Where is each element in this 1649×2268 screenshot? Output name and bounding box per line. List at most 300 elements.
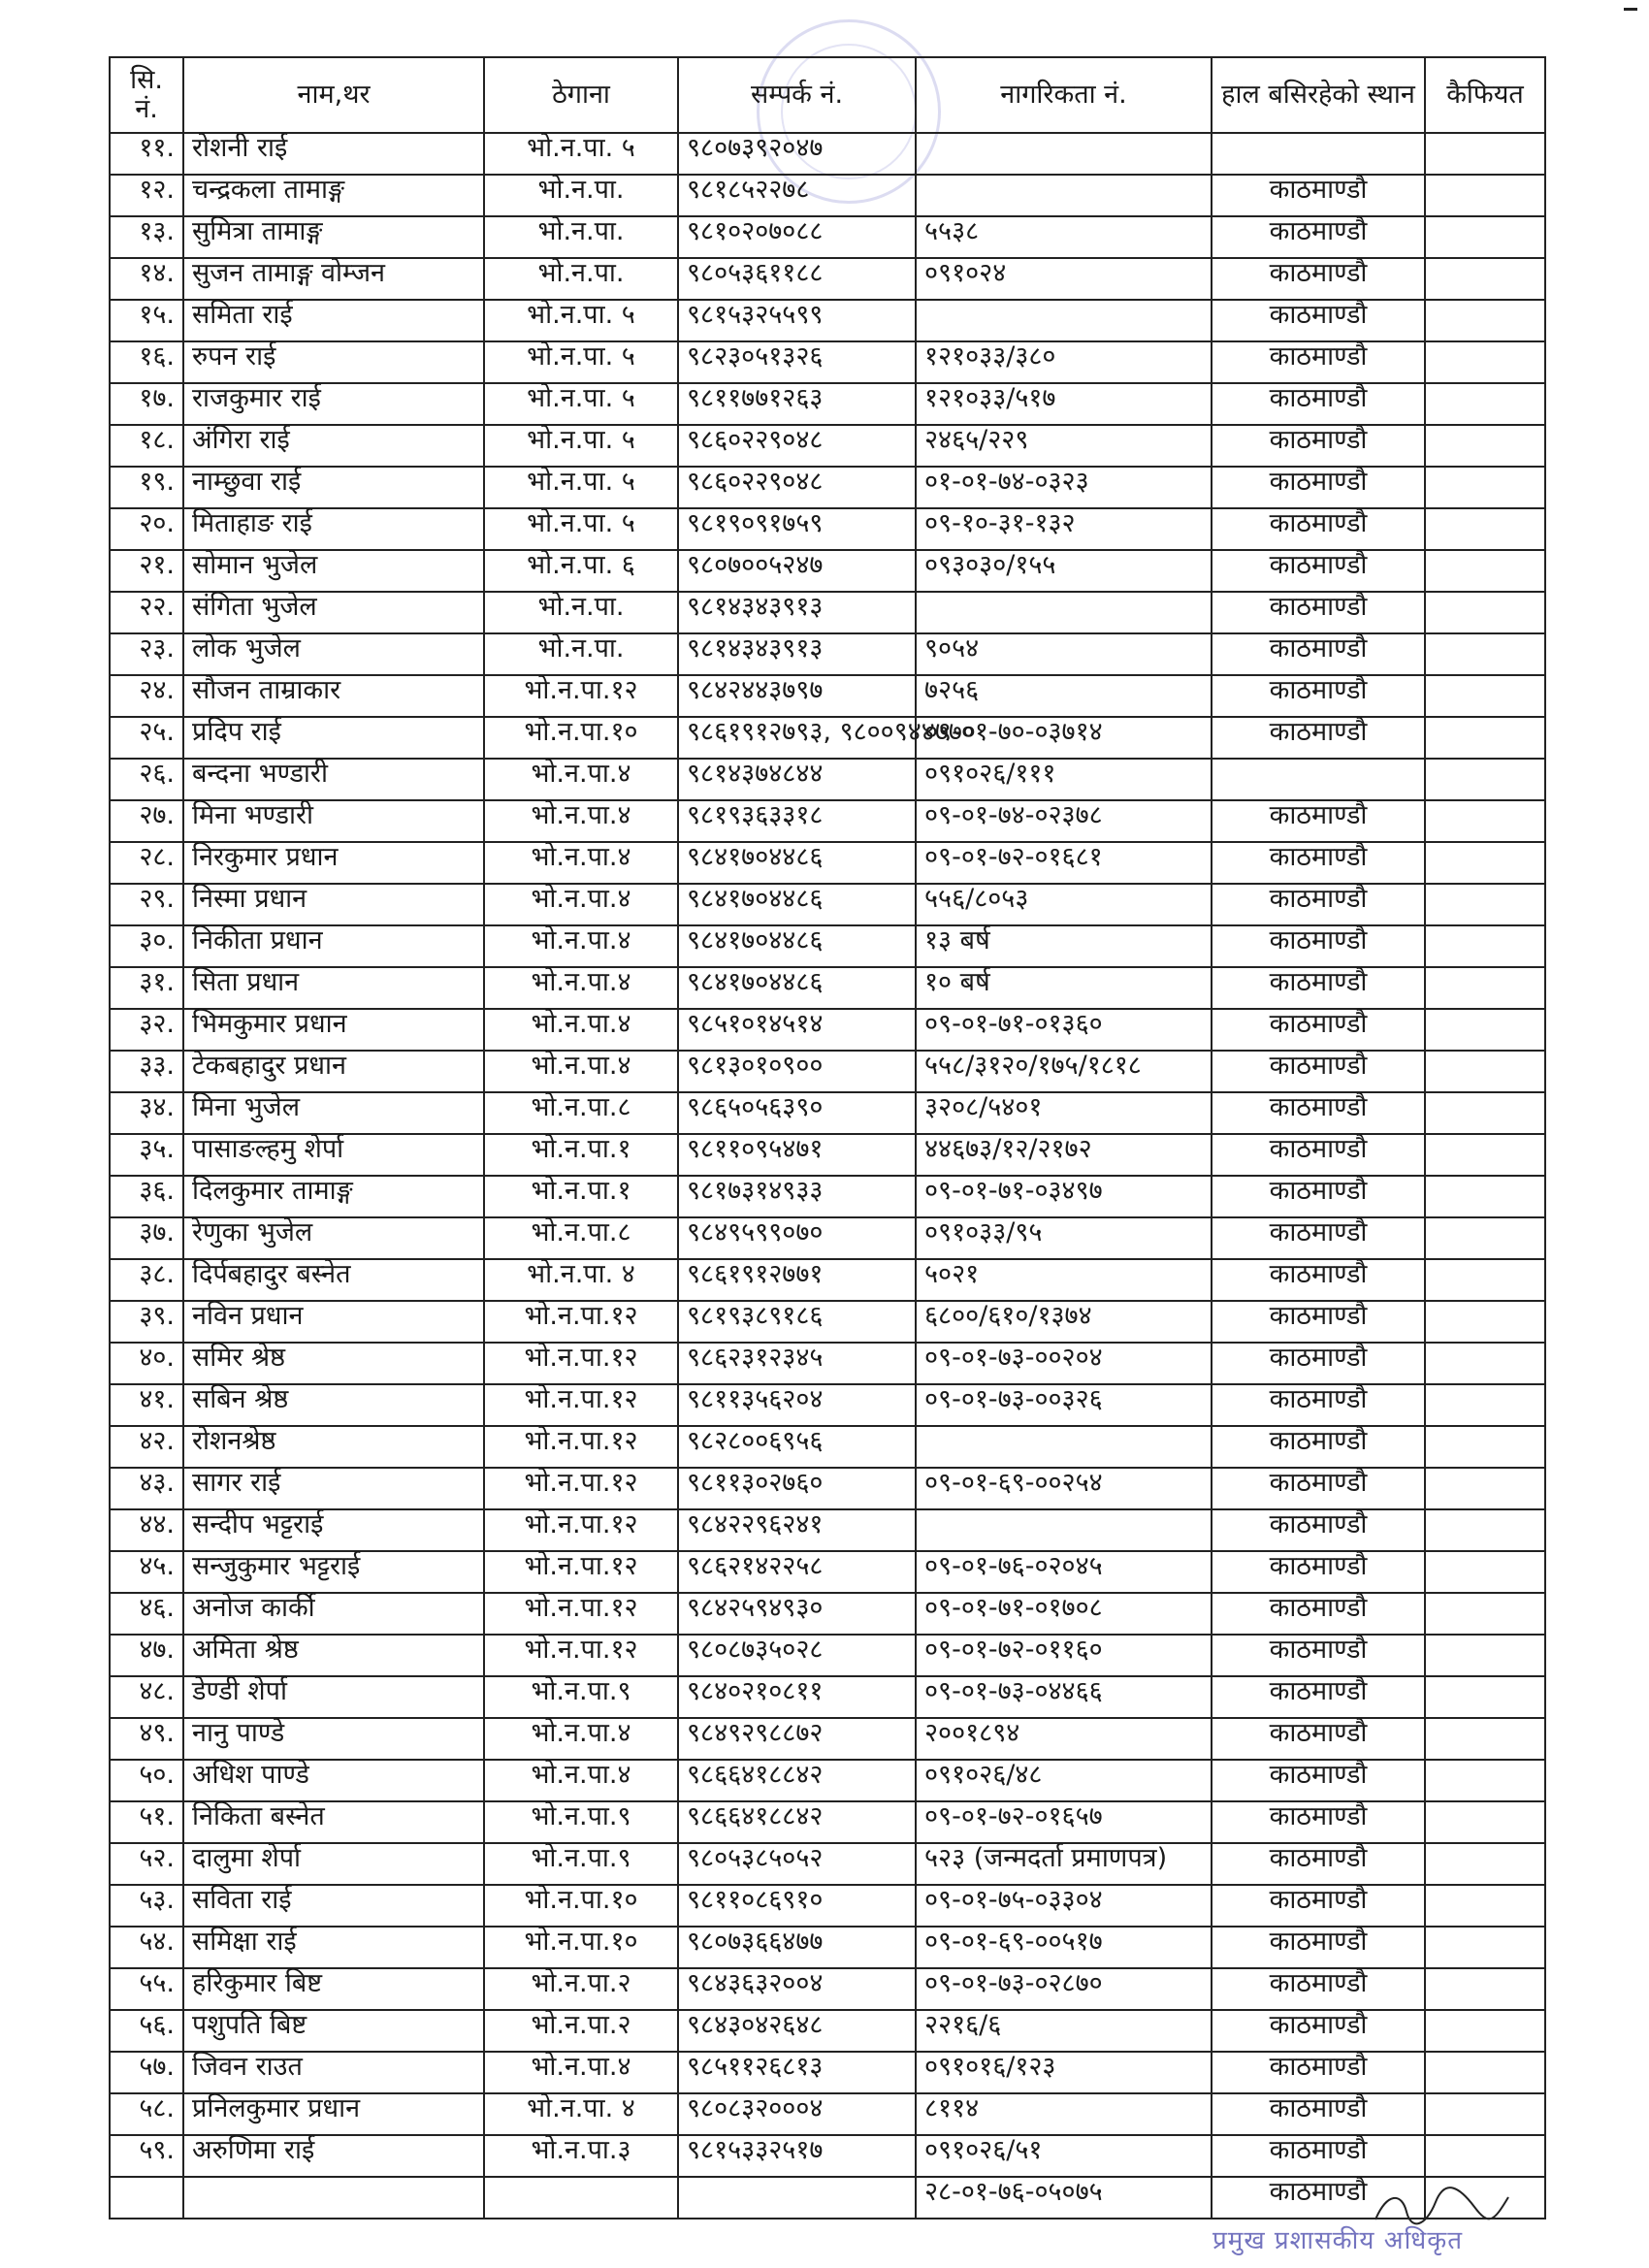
cell-contact: ९८११७७१२६३: [678, 383, 916, 425]
cell-remarks: [1425, 717, 1545, 759]
cell-sn: ५७.: [110, 2052, 183, 2093]
cell-current-place: काठमाण्डौ: [1212, 2177, 1425, 2219]
cell-contact: ९८४०२१०८११: [678, 1676, 916, 1718]
cell-citizenship: ५०२१: [916, 1259, 1212, 1301]
cell-address: भो.न.पा.४: [484, 1718, 678, 1760]
cell-name: सन्जुकुमार भट्टराई: [183, 1551, 484, 1593]
cell-contact: ९८४१७०४४८६: [678, 967, 916, 1009]
cell-citizenship: ०९-१०-३१-१३२: [916, 508, 1212, 550]
table-header: [110, 57, 1545, 133]
table-row: [110, 467, 1545, 508]
cell-address: भो.न.पा. ५: [484, 425, 678, 467]
cell-current-place: काठमाण्डौ: [1212, 592, 1425, 633]
cell-name: हरिकुमार बिष्ट: [183, 1968, 484, 2010]
cell-sn: ४९.: [110, 1718, 183, 1760]
cell-name: सौजन ताम्राकार: [183, 675, 484, 717]
cell-remarks: [1425, 508, 1545, 550]
cell-citizenship: [916, 592, 1212, 633]
cell-address: भो.न.पा.८: [484, 1092, 678, 1134]
table-row: [110, 1009, 1545, 1051]
cell-address: भो.न.पा.१२: [484, 1635, 678, 1676]
cell-remarks: [1425, 759, 1545, 800]
cell-remarks: [1425, 1843, 1545, 1885]
cell-current-place: काठमाण्डौ: [1212, 467, 1425, 508]
cell-sn: १८.: [110, 425, 183, 467]
cell-address: भो.न.पा.१२: [484, 1343, 678, 1384]
table-row: [110, 2010, 1545, 2052]
table-row: [110, 133, 1545, 175]
table-row: [110, 633, 1545, 675]
cell-contact: ९८४२५९४९३०: [678, 1593, 916, 1635]
cell-citizenship: ०९-०१-७१-०१३६०: [916, 1009, 1212, 1051]
cell-citizenship: ०९-०१-७२-०१६५७: [916, 1801, 1212, 1843]
cell-remarks: [1425, 800, 1545, 842]
table-row: [110, 842, 1545, 884]
cell-contact: ९८१८५२२७८: [678, 175, 916, 216]
cell-sn: ४७.: [110, 1635, 183, 1676]
cell-contact: ९८०८७३५०२८: [678, 1635, 916, 1676]
cell-citizenship: २४६५/२२९: [916, 425, 1212, 467]
cell-citizenship: ५५६/८०५३: [916, 884, 1212, 925]
cell-citizenship: ०९-०१-७५-०३३०४: [916, 1885, 1212, 1927]
cell-remarks: [1425, 175, 1545, 216]
cell-sn: ३८.: [110, 1259, 183, 1301]
cell-sn: २२.: [110, 592, 183, 633]
cell-name: अमिता श्रेष्ठ: [183, 1635, 484, 1676]
table-row: [110, 1843, 1545, 1885]
table-row: [110, 1551, 1545, 1593]
cell-address: भो.न.पा.४: [484, 800, 678, 842]
cell-current-place: काठमाण्डौ: [1212, 1635, 1425, 1676]
cell-sn: ५२.: [110, 1843, 183, 1885]
table-row: [110, 592, 1545, 633]
table-row: [110, 1968, 1545, 2010]
cell-name: नाम्छुवा राई: [183, 467, 484, 508]
cell-name: रुपन राई: [183, 341, 484, 383]
cell-current-place: काठमाण्डौ: [1212, 1259, 1425, 1301]
cell-current-place: काठमाण्डौ: [1212, 1301, 1425, 1343]
table-row: [110, 800, 1545, 842]
cell-citizenship: २२१६/६: [916, 2010, 1212, 2052]
table-row: [110, 383, 1545, 425]
header-address: ठेगाना: [484, 57, 678, 133]
cell-citizenship: ०९१०३३/९५: [916, 1217, 1212, 1259]
table-row: [110, 1259, 1545, 1301]
cell-name: सोमान भुजेल: [183, 550, 484, 592]
cell-address: भो.न.पा.: [484, 216, 678, 258]
cell-current-place: काठमाण्डौ: [1212, 633, 1425, 675]
cell-contact: ९८२३०५१३२६: [678, 341, 916, 383]
cell-current-place: काठमाण्डौ: [1212, 216, 1425, 258]
cell-citizenship: ०९-०१-७१-०३४९७: [916, 1176, 1212, 1217]
cell-contact: ९८४१७०४४८६: [678, 884, 916, 925]
cell-address: भो.न.पा. ५: [484, 300, 678, 341]
cell-current-place: काठमाण्डौ: [1212, 1718, 1425, 1760]
header-current-place: हाल बसिरहेको स्थान: [1212, 57, 1425, 133]
cell-current-place: काठमाण्डौ: [1212, 967, 1425, 1009]
cell-contact: ९८६५०५६३९०: [678, 1092, 916, 1134]
cell-contact: ९८०७३९२०४७: [678, 133, 916, 175]
cell-address: भो.न.पा.१२: [484, 1384, 678, 1426]
cell-name: मिताहाङ राई: [183, 508, 484, 550]
cell-name: दिलकुमार तामाङ्ग: [183, 1176, 484, 1217]
cell-contact: ९८०७००५२४७: [678, 550, 916, 592]
cell-name: लोक भुजेल: [183, 633, 484, 675]
cell-remarks: [1425, 1509, 1545, 1551]
cell-sn: ५५.: [110, 1968, 183, 2010]
cell-name: मिना भुजेल: [183, 1092, 484, 1134]
table-row: [110, 216, 1545, 258]
cell-current-place: काठमाण्डौ: [1212, 717, 1425, 759]
cell-remarks: [1425, 1968, 1545, 2010]
cell-sn: २८.: [110, 842, 183, 884]
cell-citizenship: ३२०८/५४०१: [916, 1092, 1212, 1134]
cell-sn: ३९.: [110, 1301, 183, 1343]
cell-current-place: काठमाण्डौ: [1212, 1927, 1425, 1968]
cell-sn: २४.: [110, 675, 183, 717]
cell-current-place: काठमाण्डौ: [1212, 1176, 1425, 1217]
cell-remarks: [1425, 550, 1545, 592]
cell-sn: ५६.: [110, 2010, 183, 2052]
cell-citizenship: ०९-०१-७३-०४४६६: [916, 1676, 1212, 1718]
cell-contact: ९८१०२०७०८८: [678, 216, 916, 258]
cell-sn: १९.: [110, 467, 183, 508]
cell-name: जिवन राउत: [183, 2052, 484, 2093]
cell-address: भो.न.पा.९: [484, 1801, 678, 1843]
cell-current-place: काठमाण्डौ: [1212, 1509, 1425, 1551]
cell-remarks: [1425, 884, 1545, 925]
cell-address: भो.न.पा.४: [484, 925, 678, 967]
cell-current-place: काठमाण्डौ: [1212, 2135, 1425, 2177]
cell-address: भो.न.पा.२: [484, 2010, 678, 2052]
cell-name: रोशनश्रेष्ठ: [183, 1426, 484, 1468]
cell-current-place: काठमाण्डौ: [1212, 1468, 1425, 1509]
cell-citizenship: ०९-०१-७६-०२०४५: [916, 1551, 1212, 1593]
cell-remarks: [1425, 1051, 1545, 1092]
cell-name: समिर श्रेष्ठ: [183, 1343, 484, 1384]
cell-contact: ९८०५३६११८८: [678, 258, 916, 300]
cell-current-place: काठमाण्डौ: [1212, 175, 1425, 216]
cell-contact: ९८१५३२५५९९: [678, 300, 916, 341]
cell-address: भो.न.पा.१०: [484, 1927, 678, 1968]
cell-sn: १३.: [110, 216, 183, 258]
cell-current-place: काठमाण्डौ: [1212, 842, 1425, 884]
cell-address: भो.न.पा.१०: [484, 717, 678, 759]
cell-remarks: [1425, 2052, 1545, 2093]
cell-current-place: काठमाण्डौ: [1212, 1801, 1425, 1843]
header-citizenship: नागरिकता नं.: [916, 57, 1212, 133]
cell-contact: ९८४९२९८८७२: [678, 1718, 916, 1760]
cell-citizenship: [916, 1426, 1212, 1468]
cell-citizenship: १० बर्ष: [916, 967, 1212, 1009]
cell-current-place: काठमाण्डौ: [1212, 1551, 1425, 1593]
cell-citizenship: ६८००/६१०/१३७४: [916, 1301, 1212, 1343]
cell-address: भो.न.पा.१२: [484, 1593, 678, 1635]
cell-current-place: [1212, 133, 1425, 175]
cell-remarks: [1425, 2093, 1545, 2135]
cell-sn: २५.: [110, 717, 183, 759]
cell-sn: ३२.: [110, 1009, 183, 1051]
cell-contact: ९८५११२६८१३: [678, 2052, 916, 2093]
cell-address: भो.न.पा.: [484, 175, 678, 216]
cell-name: नविन प्रधान: [183, 1301, 484, 1343]
cell-address: भो.न.पा.: [484, 633, 678, 675]
cell-address: भो.न.पा.१०: [484, 1885, 678, 1927]
cell-current-place: काठमाण्डौ: [1212, 1343, 1425, 1384]
cell-current-place: काठमाण्डौ: [1212, 2052, 1425, 2093]
table-row: [110, 2093, 1545, 2135]
cell-citizenship: ०९३०३०/१५५: [916, 550, 1212, 592]
cell-contact: ९८४२४४३७९७: [678, 675, 916, 717]
cell-current-place: काठमाण्डौ: [1212, 800, 1425, 842]
cell-sn: १२.: [110, 175, 183, 216]
cell-remarks: [1425, 467, 1545, 508]
cell-remarks: [1425, 1301, 1545, 1343]
cell-citizenship: १३ बर्ष: [916, 925, 1212, 967]
cell-current-place: काठमाण्डौ: [1212, 1217, 1425, 1259]
cell-sn: ३६.: [110, 1176, 183, 1217]
cell-contact: ९८०८३२०००४: [678, 2093, 916, 2135]
cell-citizenship: ४४६७३/१२/२१७२: [916, 1134, 1212, 1176]
cell-remarks: [1425, 383, 1545, 425]
cell-name: दालुमा शेर्पा: [183, 1843, 484, 1885]
cell-address: भो.न.पा.९: [484, 1843, 678, 1885]
table-row: [110, 258, 1545, 300]
page-edge-mark: [1624, 8, 1637, 11]
header-contact: सम्पर्क नं.: [678, 57, 916, 133]
cell-remarks: [1425, 1760, 1545, 1801]
cell-sn: ५३.: [110, 1885, 183, 1927]
cell-remarks: [1425, 1259, 1545, 1301]
cell-sn: ५१.: [110, 1801, 183, 1843]
cell-remarks: [1425, 1134, 1545, 1176]
cell-current-place: काठमाण्डौ: [1212, 300, 1425, 341]
cell-contact: ९८१५३३२५१७: [678, 2135, 916, 2177]
cell-contact: ९८१७३१४९३३: [678, 1176, 916, 1217]
cell-contact: ९८१९०९१७५९: [678, 508, 916, 550]
table-row: [110, 1176, 1545, 1217]
cell-address: भो.न.पा.४: [484, 884, 678, 925]
table-row: [110, 1301, 1545, 1343]
cell-contact: ९८४३६३२००४: [678, 1968, 916, 2010]
cell-contact: ९८१९३६३३१८: [678, 800, 916, 842]
cell-name: निस्मा प्रधान: [183, 884, 484, 925]
cell-current-place: काठमाण्डौ: [1212, 925, 1425, 967]
cell-address: भो.न.पा.१: [484, 1176, 678, 1217]
cell-current-place: काठमाण्डौ: [1212, 675, 1425, 717]
cell-citizenship: ०९-०१-७१-०१७०८: [916, 1593, 1212, 1635]
cell-sn: ३०.: [110, 925, 183, 967]
cell-citizenship: १२१०३३/३८०: [916, 341, 1212, 383]
cell-sn: ३७.: [110, 1217, 183, 1259]
cell-current-place: काठमाण्डौ: [1212, 2093, 1425, 2135]
table-row: [110, 2135, 1545, 2177]
cell-remarks: [1425, 1009, 1545, 1051]
table-row: [110, 425, 1545, 467]
cell-citizenship: ०९-०१-७२-०१६८१: [916, 842, 1212, 884]
cell-address: भो.न.पा. ५: [484, 341, 678, 383]
cell-current-place: काठमाण्डौ: [1212, 1843, 1425, 1885]
table-row: [110, 1134, 1545, 1176]
cell-address: भो.न.पा. ५: [484, 133, 678, 175]
header-sn: सि. नं.: [110, 57, 183, 133]
cell-current-place: [1212, 759, 1425, 800]
cell-contact: ९८६०२२९०४८: [678, 425, 916, 467]
cell-citizenship: ०९-०१-७२-०११६०: [916, 1635, 1212, 1676]
cell-remarks: [1425, 1593, 1545, 1635]
cell-citizenship: [916, 133, 1212, 175]
cell-citizenship: २००१८९४: [916, 1718, 1212, 1760]
table-row: [110, 1051, 1545, 1092]
cell-address: भो.न.पा. ४: [484, 1259, 678, 1301]
cell-current-place: काठमाण्डौ: [1212, 1593, 1425, 1635]
cell-sn: ३४.: [110, 1092, 183, 1134]
cell-name: सागर राई: [183, 1468, 484, 1509]
cell-current-place: काठमाण्डौ: [1212, 508, 1425, 550]
cell-current-place: काठमाण्डौ: [1212, 1384, 1425, 1426]
roster-table: [109, 56, 1546, 2219]
cell-remarks: [1425, 925, 1545, 967]
table-row: [110, 300, 1545, 341]
cell-contact: ९८४१७०४४८६: [678, 842, 916, 884]
cell-remarks: [1425, 1927, 1545, 1968]
cell-address: [484, 2177, 678, 2219]
cell-remarks: [1425, 633, 1545, 675]
cell-name: निरकुमार प्रधान: [183, 842, 484, 884]
header-remarks: कैफियत: [1425, 57, 1545, 133]
cell-sn: २३.: [110, 633, 183, 675]
cell-name: रोशनी राई: [183, 133, 484, 175]
cell-name: रेणुका भुजेल: [183, 1217, 484, 1259]
cell-sn: [110, 2177, 183, 2219]
cell-contact: ९८११०९५४७१: [678, 1134, 916, 1176]
table-row: [110, 1343, 1545, 1384]
cell-address: भो.न.पा.: [484, 592, 678, 633]
cell-citizenship: ०९१०१६/१२३: [916, 2052, 1212, 2093]
cell-name: सुजन तामाङ्ग वोम्जन: [183, 258, 484, 300]
cell-name: सिता प्रधान: [183, 967, 484, 1009]
cell-address: भो.न.पा.४: [484, 759, 678, 800]
cell-contact: ९८५१०१४५१४: [678, 1009, 916, 1051]
cell-sn: ४०.: [110, 1343, 183, 1384]
table-row: [110, 2177, 1545, 2219]
cell-remarks: [1425, 1676, 1545, 1718]
cell-remarks: [1425, 133, 1545, 175]
cell-remarks: [1425, 216, 1545, 258]
cell-current-place: काठमाण्डौ: [1212, 383, 1425, 425]
cell-contact: ९८४३०४२६४८: [678, 2010, 916, 2052]
cell-sn: ४६.: [110, 1593, 183, 1635]
signature-label: प्रमुख प्रशासकीय अधिकृत: [1212, 2226, 1464, 2255]
header-name: नाम,थर: [183, 57, 484, 133]
cell-current-place: काठमाण्डौ: [1212, 1885, 1425, 1927]
table-row: [110, 675, 1545, 717]
cell-current-place: काठमाण्डौ: [1212, 1426, 1425, 1468]
cell-sn: २०.: [110, 508, 183, 550]
cell-sn: ५०.: [110, 1760, 183, 1801]
cell-name: प्रनिलकुमार प्रधान: [183, 2093, 484, 2135]
cell-remarks: [1425, 2010, 1545, 2052]
cell-citizenship: ८११४: [916, 2093, 1212, 2135]
cell-name: चन्द्रकला तामाङ्ग: [183, 175, 484, 216]
table-row: [110, 1635, 1545, 1676]
cell-sn: १४.: [110, 258, 183, 300]
cell-contact: ९८१४३७४८४४: [678, 759, 916, 800]
cell-address: भो.न.पा. ४: [484, 2093, 678, 2135]
table-row: [110, 1426, 1545, 1468]
cell-remarks: [1425, 258, 1545, 300]
cell-current-place: काठमाण्डौ: [1212, 884, 1425, 925]
cell-current-place: काठमाण्डौ: [1212, 341, 1425, 383]
table-row: [110, 2052, 1545, 2093]
cell-name: भिमकुमार प्रधान: [183, 1009, 484, 1051]
cell-address: भो.न.पा.४: [484, 1051, 678, 1092]
cell-contact: [678, 2177, 916, 2219]
cell-contact: ९८११३०२७६०: [678, 1468, 916, 1509]
cell-remarks: [1425, 592, 1545, 633]
cell-remarks: [1425, 1468, 1545, 1509]
cell-contact: ९८१४३४३९१३: [678, 592, 916, 633]
table-row: [110, 1760, 1545, 1801]
cell-address: भो.न.पा. ६: [484, 550, 678, 592]
cell-remarks: [1425, 1635, 1545, 1676]
table-row: [110, 1384, 1545, 1426]
cell-name: [183, 2177, 484, 2219]
cell-current-place: काठमाण्डौ: [1212, 1968, 1425, 2010]
cell-sn: ३१.: [110, 967, 183, 1009]
cell-citizenship: ०९१०२६/१११: [916, 759, 1212, 800]
cell-sn: ३५.: [110, 1134, 183, 1176]
cell-name: सन्दीप भट्टराई: [183, 1509, 484, 1551]
cell-citizenship: [916, 175, 1212, 216]
cell-contact: ९८११३५६२०४: [678, 1384, 916, 1426]
table-row: [110, 1593, 1545, 1635]
cell-sn: ४५.: [110, 1551, 183, 1593]
table-row: [110, 1676, 1545, 1718]
cell-sn: ५९.: [110, 2135, 183, 2177]
cell-name: प्रदिप राई: [183, 717, 484, 759]
cell-contact: ९८११०८६९१०: [678, 1885, 916, 1927]
cell-name: संगिता भुजेल: [183, 592, 484, 633]
cell-citizenship: ५२३ (जन्मदर्ता प्रमाणपत्र): [916, 1843, 1212, 1885]
cell-contact: ९८६६४१८८४२: [678, 1760, 916, 1801]
cell-citizenship: ०९१०२४: [916, 258, 1212, 300]
cell-address: भो.न.पा.१२: [484, 1551, 678, 1593]
cell-remarks: [1425, 1217, 1545, 1259]
cell-sn: ३३.: [110, 1051, 183, 1092]
cell-contact: ९८१९३८९१८६: [678, 1301, 916, 1343]
cell-contact: ९८६२३१२३४५: [678, 1343, 916, 1384]
cell-current-place: काठमाण्डौ: [1212, 258, 1425, 300]
cell-address: भो.न.पा.१२: [484, 1468, 678, 1509]
cell-citizenship: ७२५६: [916, 675, 1212, 717]
cell-citizenship: ०९-०१-६९-००२५४: [916, 1468, 1212, 1509]
table-row: [110, 1801, 1545, 1843]
cell-contact: ९८४९५९९०७०: [678, 1217, 916, 1259]
cell-address: भो.न.पा.४: [484, 1009, 678, 1051]
cell-name: अधिश पाण्डे: [183, 1760, 484, 1801]
cell-contact: ९८१४३४३९१३: [678, 633, 916, 675]
cell-citizenship: ०९-०१-७०-०३७१४: [916, 717, 1212, 759]
cell-sn: १७.: [110, 383, 183, 425]
cell-current-place: काठमाण्डौ: [1212, 2010, 1425, 2052]
cell-sn: २७.: [110, 800, 183, 842]
cell-current-place: काठमाण्डौ: [1212, 1760, 1425, 1801]
cell-current-place: काठमाण्डौ: [1212, 550, 1425, 592]
cell-current-place: काठमाण्डौ: [1212, 1009, 1425, 1051]
cell-remarks: [1425, 1343, 1545, 1384]
cell-contact: ९८०७३६६४७७: [678, 1927, 916, 1968]
